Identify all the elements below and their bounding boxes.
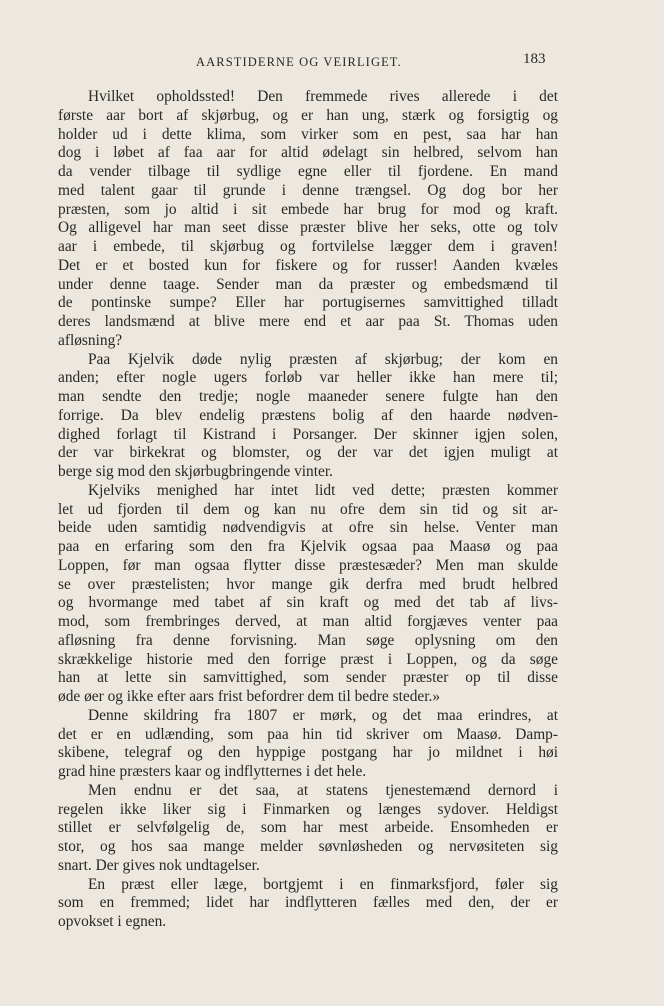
- text-line: skrækkelige historie med den forrige præst i Loppen, og da søge: [58, 650, 558, 668]
- text-line: skibene, telegraf og den hyppige postgang har jo mildnet i høi: [58, 744, 558, 762]
- text-line: holder ud i dette klima, som virker som en pest, saa har han: [58, 125, 558, 143]
- text-line: mod, som frembringes derved, at man altid forgjæves venter paa: [58, 613, 558, 630]
- text-line: se over præstelisten; hvor mange gik derfra med brudt helbred: [58, 575, 558, 593]
- text-line: afløsning?: [58, 331, 123, 349]
- text-line: grad hine præsters kaar og indflytternes i det hele.: [58, 763, 367, 780]
- text-line: let ud fjorden til dem og kan nu ofre dem sin tid og sit ar-: [58, 500, 558, 518]
- text-line: der var birkekrat og blomster, og der var det igjen muligt at: [58, 444, 558, 462]
- text-line: forrige. Da blev endelig præstens bolig af den haarde nødven-: [58, 406, 558, 424]
- text-line: opvokset i egnen.: [58, 913, 167, 930]
- text-line: afløsning fra denne forvisning. Man søge oplysning om den: [58, 631, 558, 649]
- text-line: da vender tilbage til sydlige egne eller til fjordene. En mand: [58, 163, 558, 180]
- text-line: øde øer og ikke efter aars frist befordrer dem til bedre steder.»: [58, 688, 441, 705]
- text-line: man sendte den tredje; nogle maaneder senere fulgte han den: [58, 388, 558, 405]
- text-line: paa en erfaring som den fra Kjelvik ogsaa paa Maasø og paa: [58, 538, 558, 555]
- text-line: Hvilket opholdssted! Den fremmede rives allerede i det: [88, 88, 558, 105]
- text-line: dighed forlagt til Kistrand i Porsanger. Der skinner igjen solen,: [58, 425, 558, 443]
- body-text: [58, 88, 558, 932]
- text-line: med talent gaar til grunde i denne trængsel. Og dog bor her: [58, 181, 558, 199]
- text-line: stor, og hos saa mange melder søvnløsheden og nervøsiteten sig: [58, 838, 558, 855]
- text-line: præsten, som jo altid i sit embede har brug for mod og kraft.: [58, 200, 558, 218]
- text-line: Loppen, før man ogsaa flytter disse præstesæder? Men man skulde: [58, 556, 558, 574]
- text-line: han at lette sin samvittighed, som sender præster op til disse: [58, 669, 558, 687]
- text-line: som en fremmed; lidet har indflytteren fælles med den, der er: [58, 894, 558, 912]
- text-line: Og alligevel har man seet disse præster blive her seks, otte og tolv: [58, 219, 558, 237]
- text-line: snart. Der gives nok undtagelser.: [58, 856, 260, 874]
- text-line: Men endnu er det saa, at statens tjenestemænd dernord i: [88, 781, 558, 799]
- text-line: Paa Kjelvik døde nylig præsten af skjørbug; der kom en: [88, 350, 558, 368]
- text-line: deres landsmænd at blive mere end et aar paa St. Thomas uden: [58, 313, 558, 330]
- text-line: Denne skildring fra 1807 er mørk, og det maa erindres, at: [88, 706, 558, 724]
- text-line: regelen ikke liker sig i Finmarken og længes sydover. Heldigst: [58, 800, 558, 818]
- text-line: under denne taage. Sender man da præster og embedsmænd til: [58, 275, 558, 293]
- text-line: aar i embede, til skjørbug og fortvilelse lægger dem i graven!: [58, 238, 558, 255]
- page-number: 183: [523, 51, 546, 67]
- running-head: AARSTIDERNE OG VEIRLIGET.: [196, 55, 402, 69]
- text-line: beide uden samtidig nødvendigvis at ofre sin helse. Venter man: [58, 519, 558, 537]
- text-line: og hvormange med tabet af sin kraft og med det tab af livs-: [58, 594, 558, 612]
- text-line: anden; efter nogle ugers forløb var heller ikke han mere til;: [58, 369, 558, 387]
- text-line: dog i løbet af faa aar for altid ødelagt sin helbred, selvom han: [58, 144, 558, 162]
- text-line: En præst eller læge, bortgjemt i en finmarksfjord, føler sig: [88, 875, 558, 893]
- text-line: Kjelviks menighed har intet lidt ved dette; præsten kommer: [88, 481, 558, 499]
- text-line: berge sig mod den skjørbugbringende vinter.: [58, 463, 333, 480]
- text-line: første aar bort af skjørbug, og er han ung, stærk og forsigtig og: [58, 106, 558, 124]
- text-line: det er en udlænding, som paa hin tid skriver om Maasø. Damp-: [58, 725, 558, 743]
- text-line: de pontinske sumpe? Eller har portugisernes samvittighed tilladt: [58, 294, 558, 312]
- text-line: stillet er selvfølgelig de, som har mest arbeide. Ensomheden er: [58, 819, 558, 837]
- text-line: Det er et bosted kun for fiskere og for russer! Aanden kvæles: [58, 256, 558, 274]
